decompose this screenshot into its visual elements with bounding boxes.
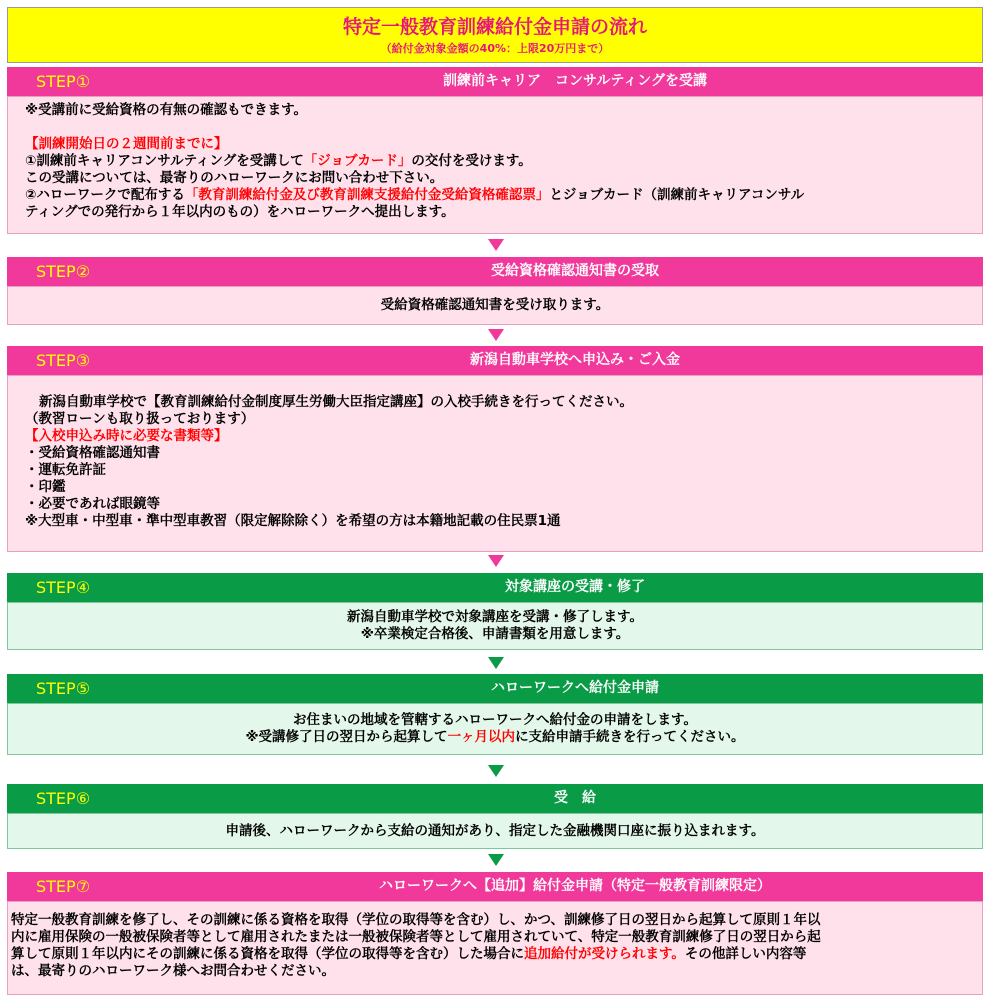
step-4 bbox=[7, 573, 983, 650]
step-7-body bbox=[7, 901, 983, 995]
step-3-label: STEP③ bbox=[36, 351, 91, 370]
step-3-line: 新潟自動車学校で【教育訓練給付金制度厚生労働大臣指定講座】の入校手続きを行ってください。 bbox=[39, 394, 633, 410]
step-3-doc-item: ・運転免許証 bbox=[25, 462, 106, 478]
step-2-text: 受給資格確認通知書を受け取ります。 bbox=[380, 297, 610, 313]
step-5 bbox=[7, 674, 983, 755]
step-1 bbox=[7, 67, 983, 234]
step-3-doc-item: ・必要であれば眼鏡等 bbox=[25, 496, 160, 512]
step-3-doc-item: ・受給資格確認通知書 bbox=[25, 445, 160, 461]
step-3-doc-item: ・印鑑 bbox=[25, 479, 66, 495]
step-4-body bbox=[7, 602, 983, 650]
step-7-line: 内に雇用保険の一般被保険者等として雇用されたまたは一般被保険者等として雇用されていて、特定一般教育訓練修了日の翌日から起 bbox=[11, 929, 821, 945]
step-4-label: STEP④ bbox=[36, 578, 91, 597]
step-3-note: ※大型車・中型車・準中型車教習（限定解除除く）を希望の方は本籍地記載の住民票1通 bbox=[25, 513, 561, 529]
step-5-body bbox=[7, 703, 983, 755]
step-6-text: 申請後、ハローワークから支給の通知があり、指定した金融機関口座に振り込まれます。 bbox=[225, 823, 765, 839]
down-arrow-icon bbox=[488, 854, 504, 866]
step-6-label: STEP⑥ bbox=[36, 789, 91, 808]
step-7 bbox=[7, 872, 983, 995]
step-6-title: 受 給 bbox=[554, 790, 596, 806]
step-1-label: STEP① bbox=[36, 72, 91, 91]
step-3-docs-heading: 【入校申込み時に必要な書類等】 bbox=[25, 428, 228, 444]
step-1-body bbox=[7, 96, 983, 234]
step-1-line: この受講については、最寄りのハローワークにお問い合わせ下さい。 bbox=[25, 170, 444, 186]
step-4-header bbox=[7, 573, 983, 602]
step-5-title: ハローワークへ給付金申請 bbox=[491, 680, 659, 696]
step-7-title: ハローワークへ【追加】給付金申請（特定一般教育訓練限定） bbox=[379, 878, 771, 894]
down-arrow-icon bbox=[488, 765, 504, 777]
step-2-body bbox=[7, 286, 983, 325]
step-7-line: 特定一般教育訓練を修了し、その訓練に係る資格を取得（学位の取得等を含む）し、かつ、訓練修了日の翌日から起算して原則１年以 bbox=[11, 912, 821, 928]
step-5-header bbox=[7, 674, 983, 703]
step-1-deadline: 【訓練開始日の２週間前までに】 bbox=[25, 136, 228, 152]
step-2 bbox=[7, 257, 983, 325]
page-subtitle: （給付金対象金額の40%：上限20万円まで） bbox=[380, 42, 610, 55]
step-5-line: ※受講修了日の翌日から起算して一ヶ月以内に支給申請手続きを行ってください。 bbox=[245, 729, 745, 745]
step-3-line: （教習ローンも取り扱っております） bbox=[25, 411, 255, 427]
down-arrow-icon bbox=[488, 239, 504, 251]
step-2-header bbox=[7, 257, 983, 286]
page-title: 特定一般教育訓練給付金申請の流れ bbox=[342, 16, 647, 38]
down-arrow-icon bbox=[488, 555, 504, 567]
step-4-line: 新潟自動車学校で対象講座を受講・修了します。 bbox=[347, 609, 643, 625]
step-6 bbox=[7, 784, 983, 849]
step-2-title: 受給資格確認通知書の受取 bbox=[491, 263, 659, 279]
step-5-line: お住まいの地域を管轄するハローワークへ給付金の申請をします。 bbox=[293, 712, 697, 728]
step-3 bbox=[7, 346, 983, 552]
step-7-header bbox=[7, 872, 983, 901]
step-7-label: STEP⑦ bbox=[36, 877, 91, 896]
step-4-title: 対象講座の受講・修了 bbox=[505, 579, 645, 595]
step-6-header bbox=[7, 784, 983, 813]
step-3-title: 新潟自動車学校へ申込み・ご入金 bbox=[470, 352, 680, 368]
step-1-line: ※受講前に受給資格の有無の確認もできます。 bbox=[25, 102, 308, 118]
down-arrow-icon bbox=[488, 657, 504, 669]
step-2-label: STEP② bbox=[36, 262, 91, 281]
step-1-item-2: ②ハローワークで配布する「教育訓練給付金及び教育訓練支援給付金受給資格確認票」とジョブカード（訓練前キャリアコンサル bbox=[25, 187, 805, 203]
step-1-header bbox=[7, 67, 983, 96]
step-3-header bbox=[7, 346, 983, 375]
step-4-line: ※卒業検定合格後、申請書類を用意します。 bbox=[360, 626, 630, 642]
step-1-item-1: ①訓練前キャリアコンサルティングを受講して「ジョブカード」の交付を受けます。 bbox=[25, 153, 532, 169]
step-3-body bbox=[7, 375, 983, 552]
step-7-line: 算して原則１年以内にその訓練に係る資格を取得（学位の取得等を含む）した場合に追加給付が受けられます。その他詳しい内容等 bbox=[11, 946, 807, 962]
down-arrow-icon bbox=[488, 329, 504, 341]
page-header bbox=[7, 7, 983, 63]
step-5-label: STEP⑤ bbox=[36, 679, 91, 698]
step-1-title: 訓練前キャリア コンサルティングを受講 bbox=[443, 73, 707, 89]
step-7-line: は、最寄りのハローワーク様へお問合わせください。 bbox=[11, 963, 335, 979]
step-6-body bbox=[7, 813, 983, 849]
step-1-line: ティングでの発行から１年以内のもの）をハローワークへ提出します。 bbox=[25, 204, 455, 220]
